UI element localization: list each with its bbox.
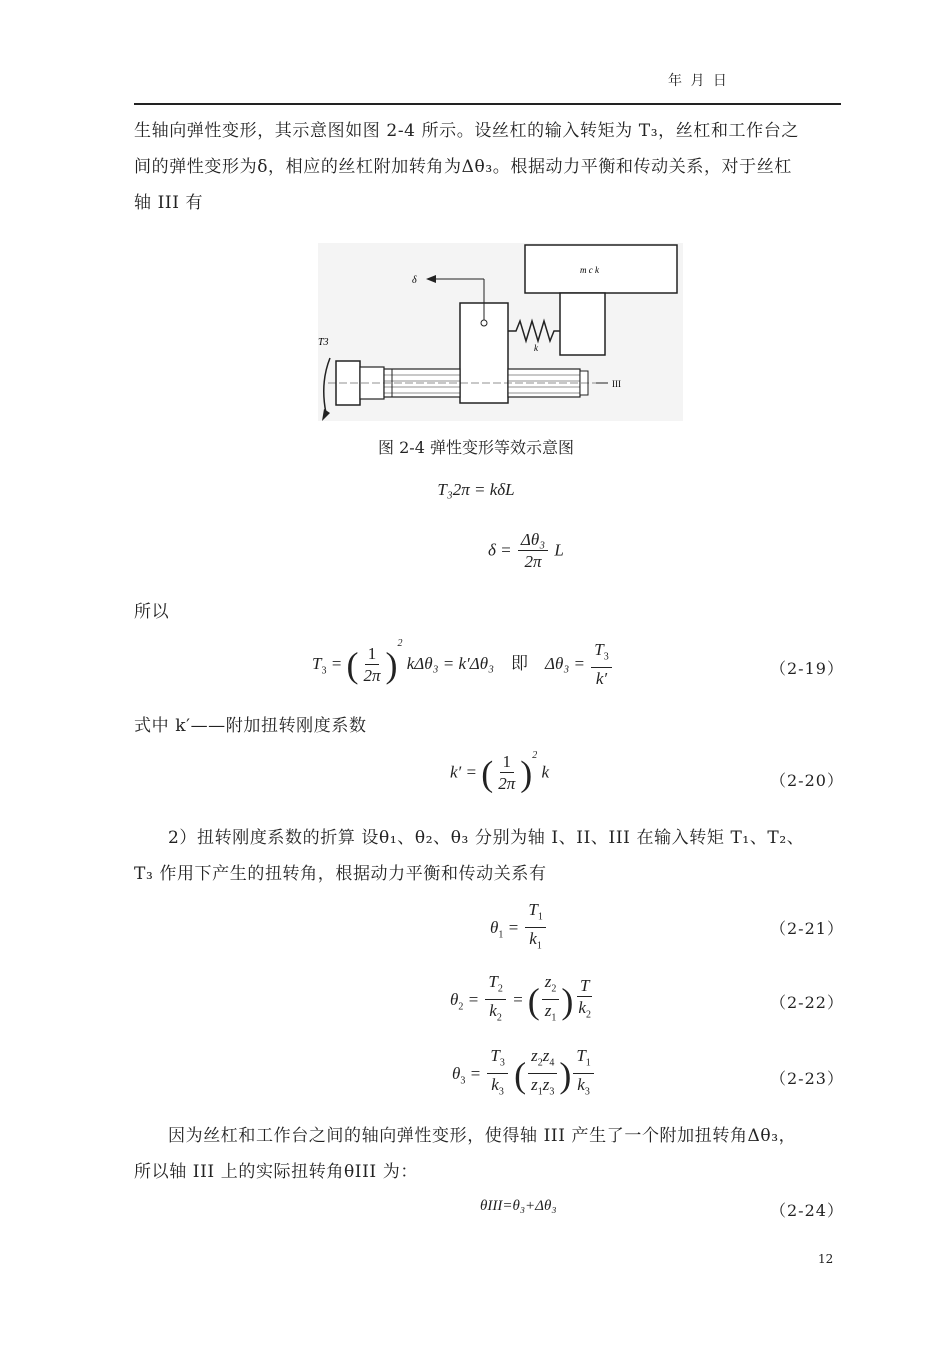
equation-delta bbox=[488, 530, 564, 573]
paragraph-line: 2）扭转刚度系数的折算 设θ₁、θ₂、θ₃ 分别为轴 I、II、III 在输入转矩 T₁、T₂、 bbox=[168, 828, 805, 848]
equation-number: （2-21） bbox=[770, 919, 844, 938]
header-date: 年 月 日 bbox=[668, 73, 729, 89]
header-rule bbox=[134, 103, 841, 105]
paragraph-line: 间的弹性变形为δ，相应的丝杠附加转角为Δθ₃。根据动力平衡和传动关系，对于丝杠 bbox=[134, 157, 792, 177]
spring-label: k bbox=[534, 343, 538, 353]
paragraph-line: 所以轴 III 上的实际扭转角θIII 为： bbox=[134, 1162, 418, 1182]
equation-2-21: $\theta_1$ = $\frac{T_1}{k_1}$ bbox=[490, 900, 548, 958]
eq-rhs: L bbox=[554, 540, 564, 560]
numerator: Δθ₃ bbox=[518, 530, 548, 551]
eq19-ji: 即 bbox=[511, 654, 528, 675]
axis-label: III bbox=[612, 379, 621, 389]
eq19-middle: kΔθ₃ = k′Δθ₃ bbox=[406, 654, 494, 674]
paragraph-line: T₃ 作用下产生的扭转角，根据动力平衡和传动关系有 bbox=[134, 864, 547, 884]
figure-caption: 图 2-4 弹性变形等效示意图 bbox=[378, 438, 574, 457]
figure-elastic-deformation bbox=[318, 243, 683, 421]
paragraph-line: 因为丝杠和工作台之间的轴向弹性变形，使得轴 III 产生了一个附加扭转角Δθ₃， bbox=[168, 1126, 797, 1146]
delta-label: δ bbox=[412, 275, 417, 286]
paragraph-line: 生轴向弹性变形，其示意图如图 2-4 所示。设丝杠的输入转矩为 T₃，丝杠和工作台之 bbox=[134, 121, 799, 141]
page-number: 12 bbox=[818, 1252, 834, 1266]
eq-lhs: δ = bbox=[488, 540, 512, 560]
table-label: m c k bbox=[580, 265, 599, 275]
equation-torque-balance: T₃2π = kδL bbox=[437, 480, 515, 499]
paragraph-line: 轴 III 有 bbox=[134, 193, 204, 213]
equation-2-19: $T_3$ = ( $\frac{1}{2\pi}$ )$^2$ kΔθ₃ = k′Δθ₃ 即 Δθ₃ = $\frac{T_3}{k'}$ bbox=[312, 640, 614, 690]
denominator: 2π bbox=[524, 552, 542, 571]
equation-2-23: $\theta_3$ = $\frac{T_3}{k_3}$ ( $\frac{z_2z_4}{z_1z_3}$ ) $\frac{T_1}{k_3}$ bbox=[452, 1046, 596, 1104]
equation-number: （2-20） bbox=[770, 771, 844, 790]
equation-number: （2-22） bbox=[770, 993, 844, 1012]
equation-2-24: θIII=θ₃+Δθ₃ bbox=[480, 1198, 557, 1214]
equation-number: （2-19） bbox=[770, 659, 844, 678]
torque-label: T3 bbox=[318, 337, 329, 348]
equation-2-20: k′ = ( $\frac{1}{2\pi}$ )$^2$ k bbox=[450, 750, 550, 794]
paragraph-line: 式中 k′——附加扭转刚度系数 bbox=[134, 716, 367, 736]
paragraph-line: 所以 bbox=[134, 602, 170, 622]
equation-number: （2-24） bbox=[770, 1201, 844, 1220]
equation-number: （2-23） bbox=[770, 1069, 844, 1088]
equation-2-22: $\theta_2$ = $\frac{T_2}{k_2}$ = ( $\frac{z_2}{z_1}$ ) $\frac{T}{k_2}$ bbox=[450, 972, 591, 1024]
eq19-right: Δθ₃ = bbox=[545, 654, 585, 674]
fraction bbox=[518, 530, 548, 573]
